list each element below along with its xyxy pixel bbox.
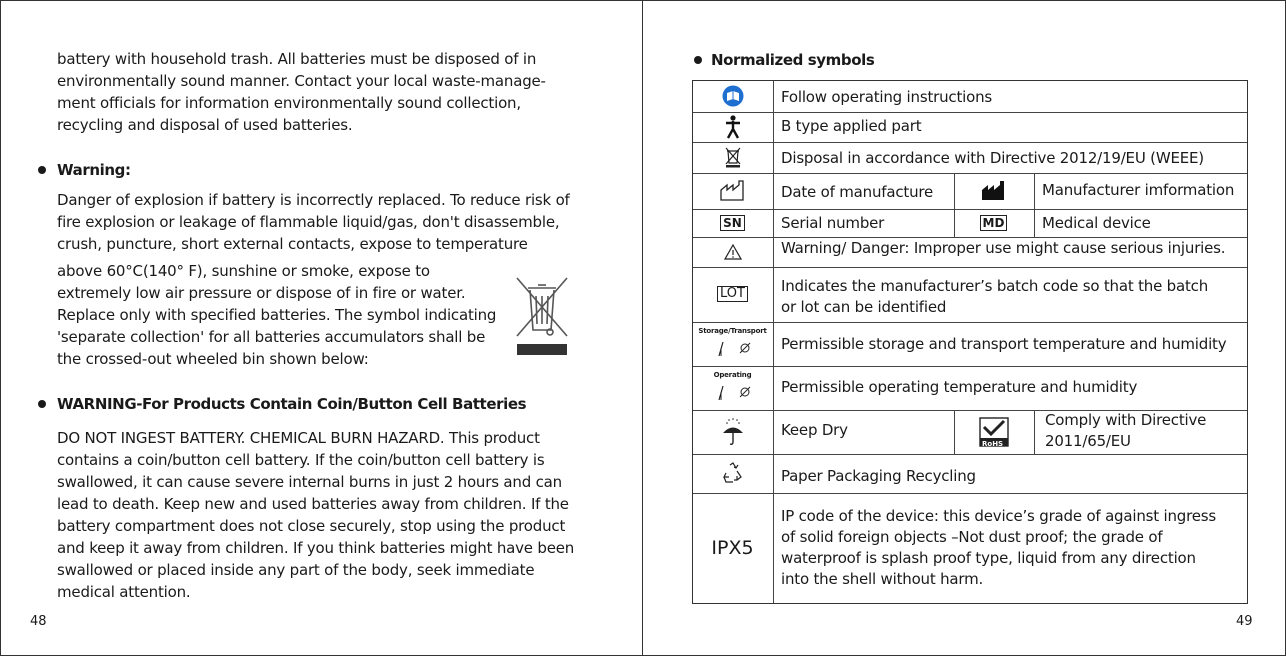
rohs-symbol [954, 410, 1033, 453]
thermometer-humidity-icon [711, 382, 755, 402]
storage-text: Permissible storage and transport temperature and humidity [781, 335, 1227, 353]
paper-recycling-text: Paper Packaging Recycling [781, 467, 976, 485]
warning-heading: Warning: [57, 161, 131, 179]
symbols-heading: Normalized symbols [711, 51, 875, 69]
md-label: MD [980, 215, 1008, 231]
lot-label: LOT [717, 286, 748, 302]
manufacturer-info-text: Manufacturer imformation [1042, 181, 1235, 199]
bullet-dot [38, 400, 46, 408]
comply-text: Comply with Directive 2011/65/EU [1045, 411, 1207, 450]
date-manufacture-text: Date of manufacture [781, 183, 934, 201]
thermometer-humidity-icon [711, 338, 755, 358]
coin-warning-heading: WARNING-For Products Contain Coin/Button Cell Batteries [57, 395, 527, 413]
bullet-dot [694, 56, 702, 64]
lot-symbol [693, 267, 772, 321]
coin-warning-text: DO NOT INGEST BATTERY. CHEMICAL BURN HAZARD. This product contains a coin/button cell battery. If the coin/button cell battery is swallowed, it can cause severe internal burns in just 2 hours and can lead to death. Keep new and used batteries away from children. If the battery compartment does not close securely, stop using the product and keep it away from children. If you think batteries might have been swallowed or placed inside any part of the body, seek immediate medical attention. [57, 429, 575, 601]
manufacturer-icon [954, 173, 1033, 209]
applied-part-icon [693, 112, 772, 141]
date-manufacture-icon [693, 173, 772, 209]
page-divider [642, 0, 643, 656]
page-number-left: 48 [30, 614, 47, 629]
rohs-label: RoHS [982, 440, 1004, 448]
operating-label: Operating [713, 371, 752, 379]
left-page [0, 0, 642, 656]
intro-text: battery with household trash. All batteries must be disposed of in environmentally sound manner. Contact your local waste-manage- ment officials for information environmentally sound collection, recycling and disposal of used batteries. [57, 50, 546, 134]
batch-code-text: Indicates the manufacturer’s batch code so that the batch or lot can be identified [781, 277, 1209, 316]
serial-number-symbol [693, 209, 772, 236]
operating-symbol [693, 366, 772, 409]
weee-bin-icon [693, 142, 772, 172]
warning-text-1: Danger of explosion if battery is incorrectly replaced. To reduce risk of fire explosion or leakage of flammable liquid/gas, don't disassemble, crush, puncture, short external contacts, expose to temperature [57, 191, 570, 253]
crossed-bin-icon [514, 274, 570, 358]
medical-device-symbol [954, 209, 1033, 236]
serial-number-text: Serial number [781, 214, 885, 232]
ip-label: IPX5 [711, 537, 754, 559]
keep-dry-text: Keep Dry [781, 421, 848, 439]
warning-triangle-icon [693, 237, 772, 266]
follow-instructions-text: Follow operating instructions [781, 88, 992, 106]
warning-text: Warning/ Danger: Improper use might cause serious injuries. [781, 239, 1226, 257]
operating-text: Permissible operating temperature and humidity [781, 378, 1138, 396]
bullet-dot [38, 166, 46, 174]
medical-device-text: Medical device [1042, 214, 1151, 232]
umbrella-icon [693, 410, 772, 453]
page-number-right: 49 [1236, 614, 1253, 629]
recycle-icon [693, 454, 772, 492]
ip-code-text: IP code of the device: this device’s grade of against ingress of solid foreign objects –Not dust proof; the grade of waterproof is splash proof type, liquid from any direction into the shell without harm. [781, 507, 1217, 588]
disposal-text: Disposal in accordance with Directive 2012/19/EU (WEEE) [781, 149, 1204, 167]
storage-label: Storage/Transport [698, 327, 767, 335]
b-type-text: B type applied part [781, 117, 922, 135]
warning-text-2: above 60°C(140° F), sunshine or smoke, expose to extremely low air pressure or dispose of in fire or water. Replace only with specified batteries. The symbol indicating 'separate collection' for all batteries accumulators shall be the crossed-out wheeled bin shown below: [57, 262, 497, 368]
sn-label: SN [720, 215, 745, 231]
ip-code-symbol [693, 493, 772, 603]
instructions-icon [693, 81, 772, 111]
storage-symbol [693, 322, 772, 365]
